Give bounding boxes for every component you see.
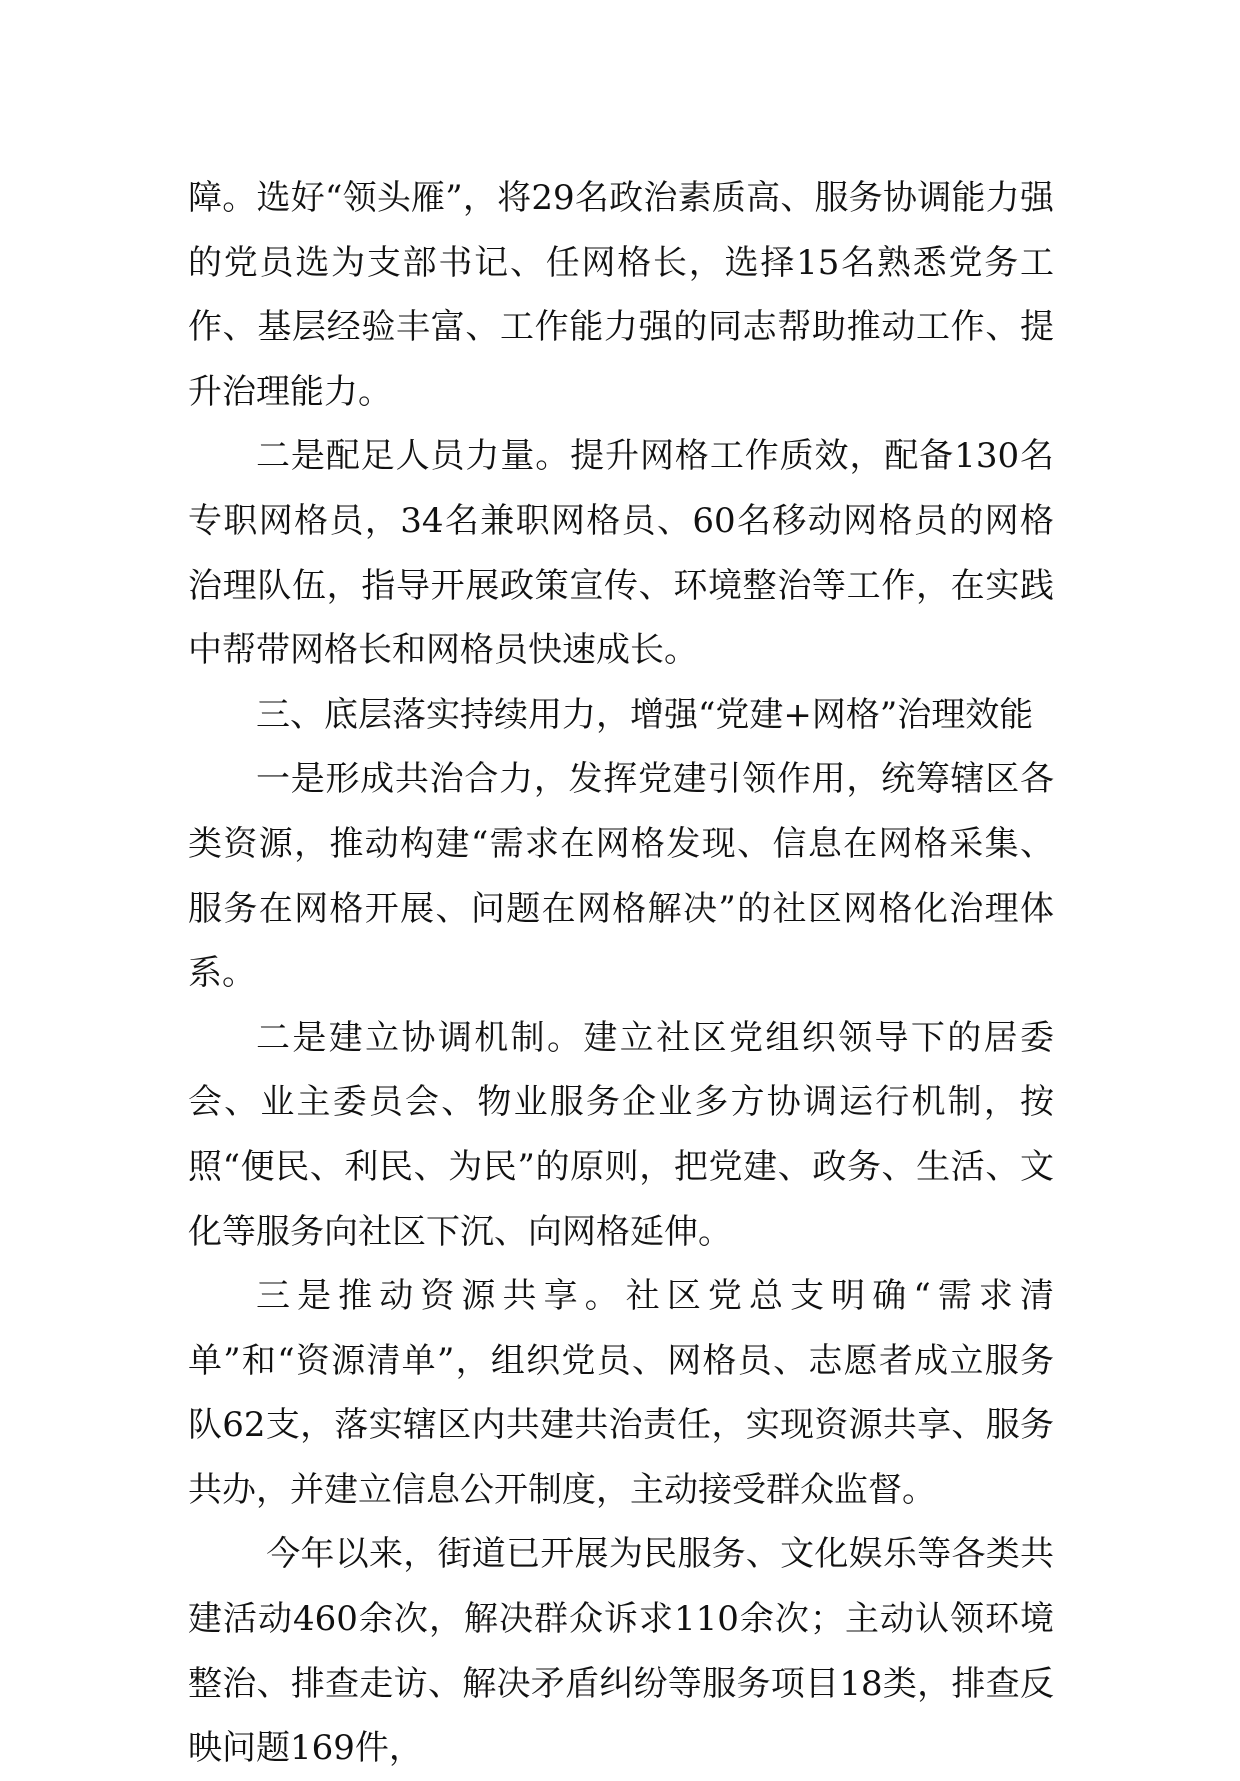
paragraph-3: 一是形成共治合力，发挥党建引领作用，统筹辖区各类资源，推动构建“需求在网格发现、信息在网格采集、服务在网格开展、问题在网格解决”的社区网格化治理体系。 [188,759,1054,994]
paragraph-5: 三是推动资源共享。社区党总支明确“需求清单”和“资源清单”，组织党员、网格员、志愿者成立服务队62支，落实辖区内共建共治责任，实现资源共享、服务共办，并建立信息公开制度，主动接受群众监督。 [188,1276,1054,1510]
document-body [188,166,1054,1781]
paragraph-2: 二是配足人员力量。提升网格工作质效，配备130名专职网格员，34名兼职网格员、60名移动网格员的网格治理队伍，指导开展政策宣传、环境整治等工作，在实践中帮带网格长和网格员快速成长。 [188,436,1054,671]
paragraph-4: 二是建立协调机制。建立社区党组织领导下的居委会、业主委员会、物业服务企业多方协调运行机制，按照“便民、利民、为民”的原则，把党建、政务、生活、文化等服务向社区下沉、向网格延伸。 [188,1017,1054,1252]
paragraph-6: 今年以来，街道已开展为民服务、文化娱乐等各类共建活动460余次，解决群众诉求110余次；主动认领环境整治、排查走访、解决矛盾纠纷等服务项目18类，排查反映问题169件， [188,1534,1054,1769]
paragraph-1: 障。选好“领头雁”，将29名政治素质高、服务协调能力强的党员选为支部书记、任网格长，选择15名熟悉党务工作、基层经验丰富、工作能力强的同志帮助推动工作、提升治理能力。 [188,178,1054,412]
section-heading: 三、底层落实持续用力，增强“党建+网格”治理效能 [256,694,1034,735]
